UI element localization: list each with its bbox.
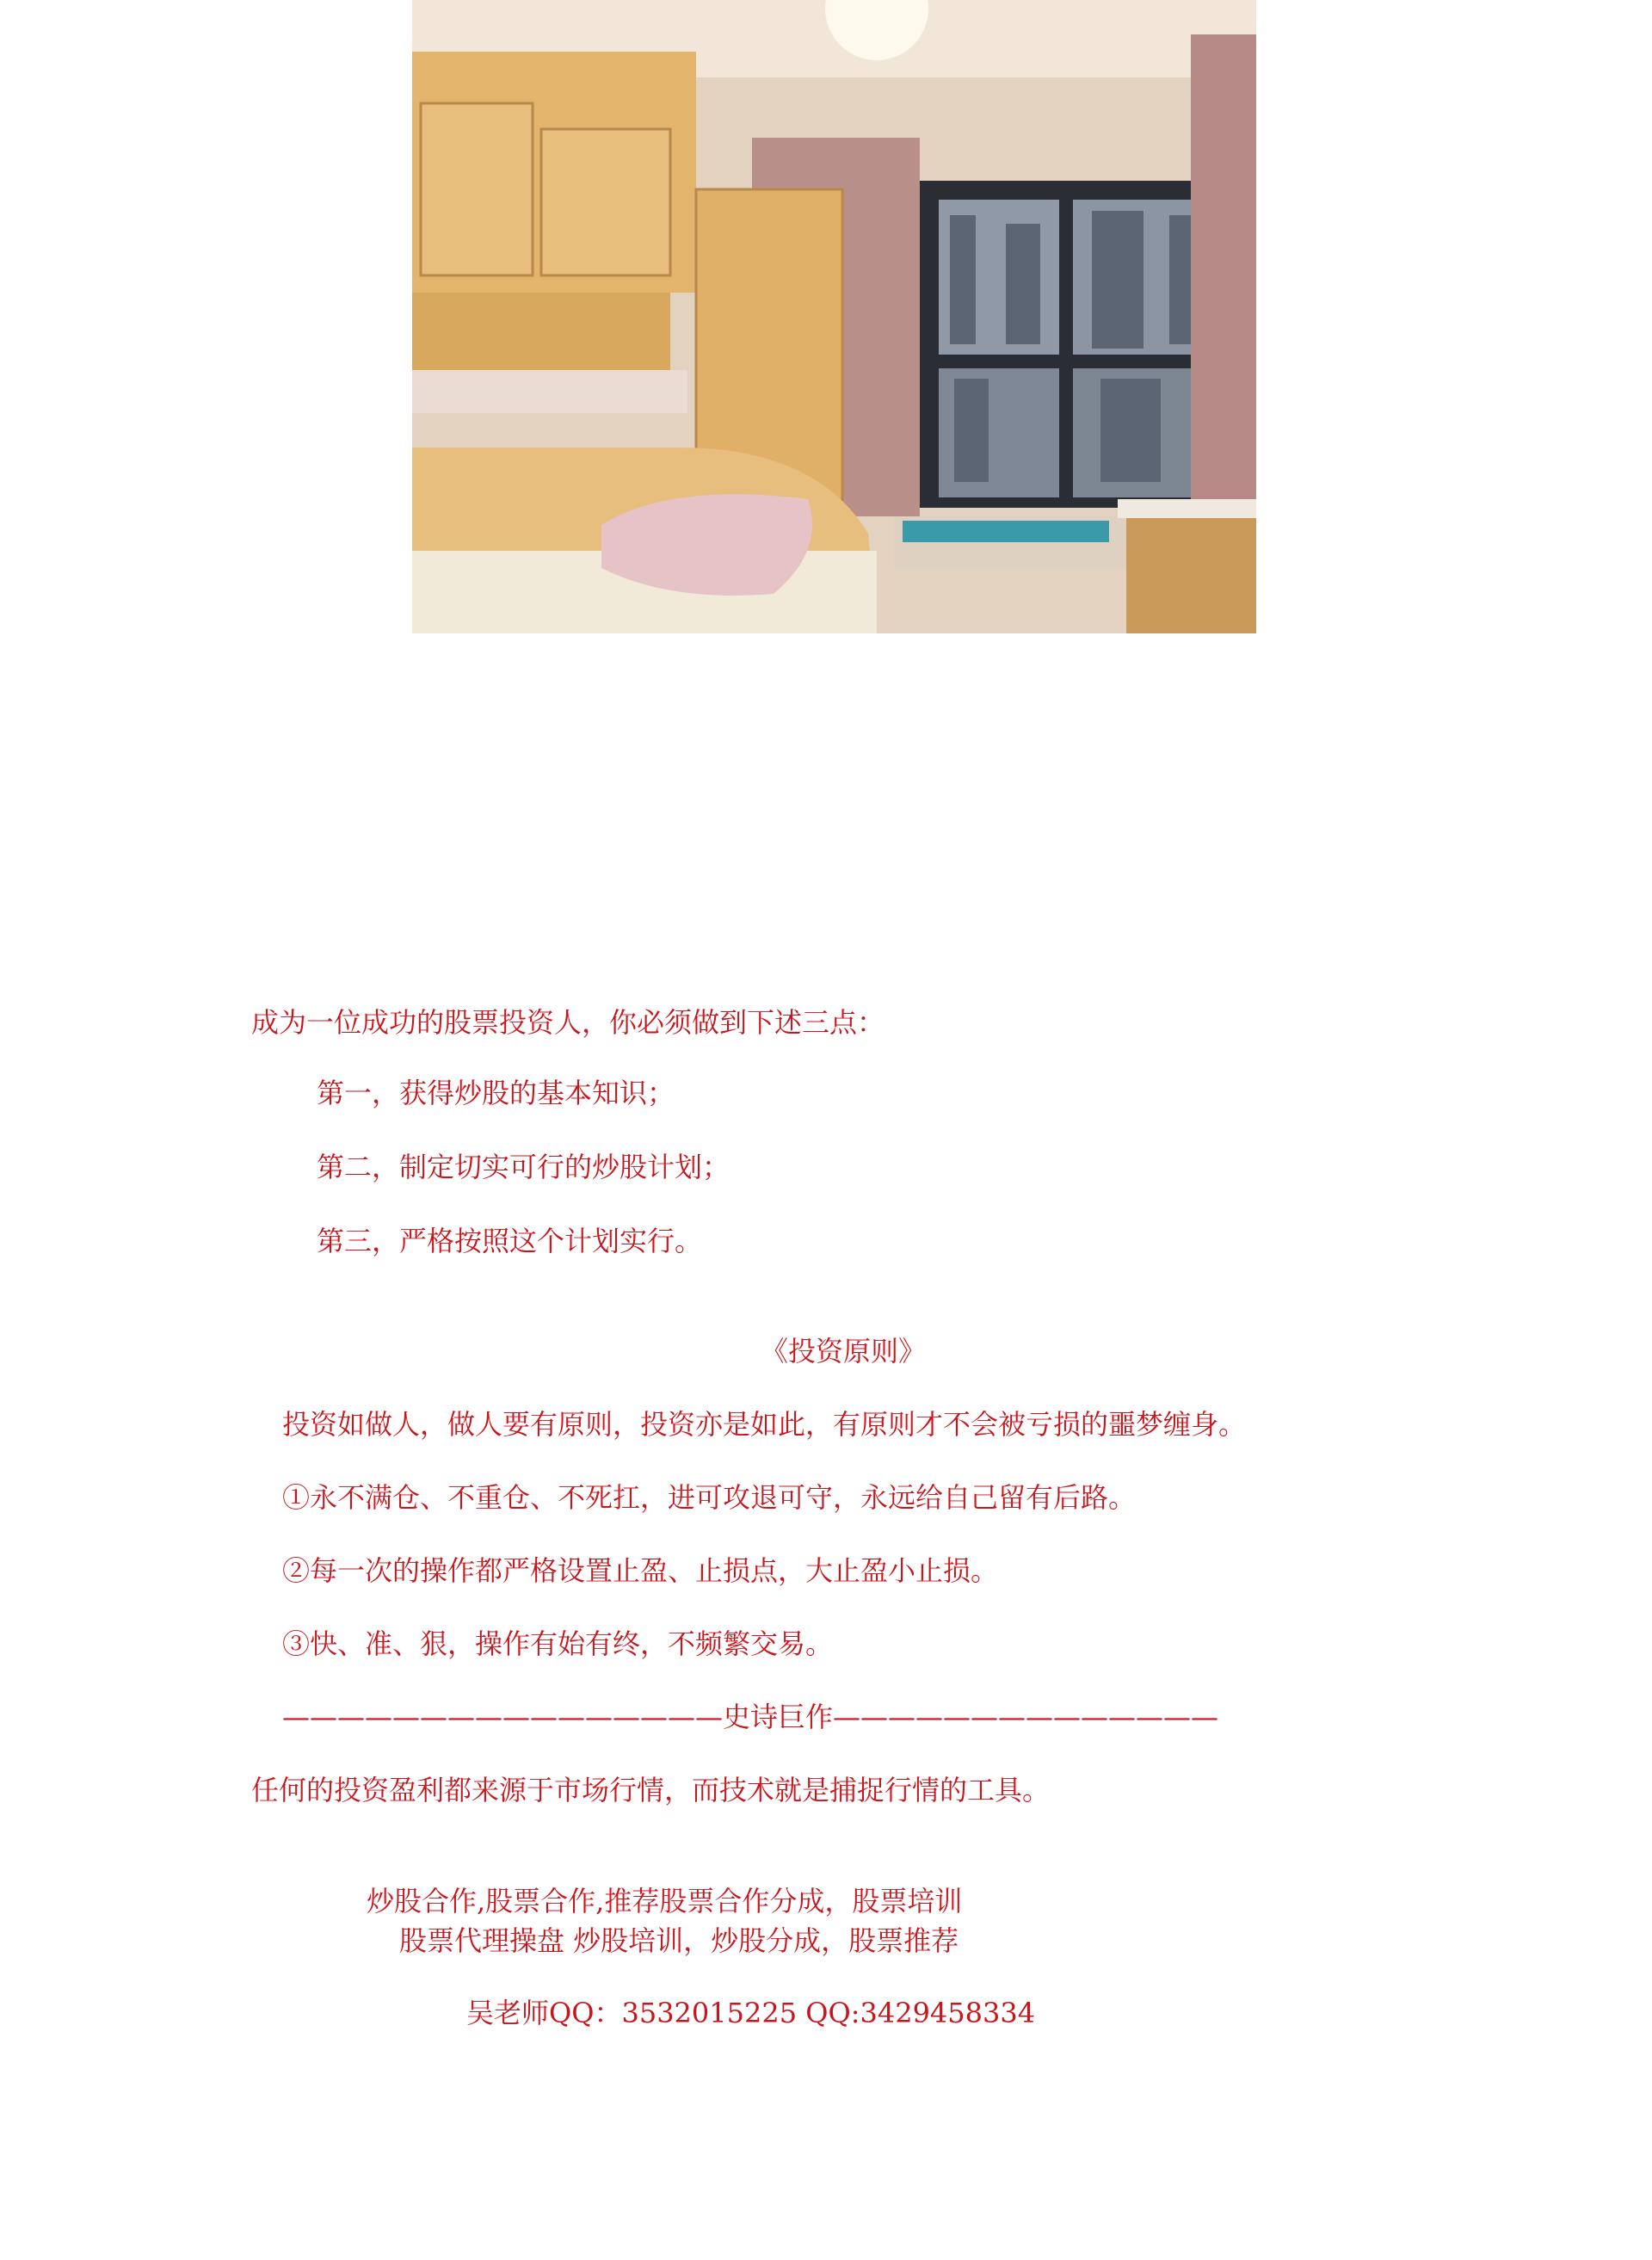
ad-line-2: 股票代理操盘 炒股培训，炒股分成，股票推荐 [399,1924,959,1957]
closing-statement: 任何的投资盈利都来源于市场行情，而技术就是捕捉行情的工具。 [251,1774,1051,1806]
step-two: 第二，制定切实可行的炒股计划； [317,1151,730,1183]
bedroom-photo [412,0,1256,633]
principles-title: 《投资原则》 [760,1335,926,1368]
principles-lead: 投资如做人，做人要有原则，投资亦是如此，有原则才不会被亏损的噩梦缠身。 [282,1408,1247,1441]
intro-heading: 成为一位成功的股票投资人，你必须做到下述三点： [251,1006,885,1039]
step-one: 第一，获得炒股的基本知识； [317,1077,675,1109]
principle-item-2: ②每一次的操作都严格设置止盈、止损点，大止盈小止损。 [282,1554,999,1587]
ad-line-1: 炒股合作,股票合作,推荐股票合作分成，股票培训 [367,1885,963,1917]
principle-item-3: ③快、准、狠，操作有始有终，不频繁交易。 [282,1627,834,1660]
principle-item-1: ①永不满仓、不重仓、不死扛，进可攻退可守，永远给自己留有后路。 [282,1481,1137,1514]
contact-info: 吴老师QQ：3532015225 QQ:3429458334 [466,1997,1036,2029]
step-three: 第三，严格按照这个计划实行。 [317,1225,703,1257]
bedroom-illustration [412,0,1256,633]
epic-divider: ————————————————史诗巨作—————————————— [282,1701,1219,1733]
